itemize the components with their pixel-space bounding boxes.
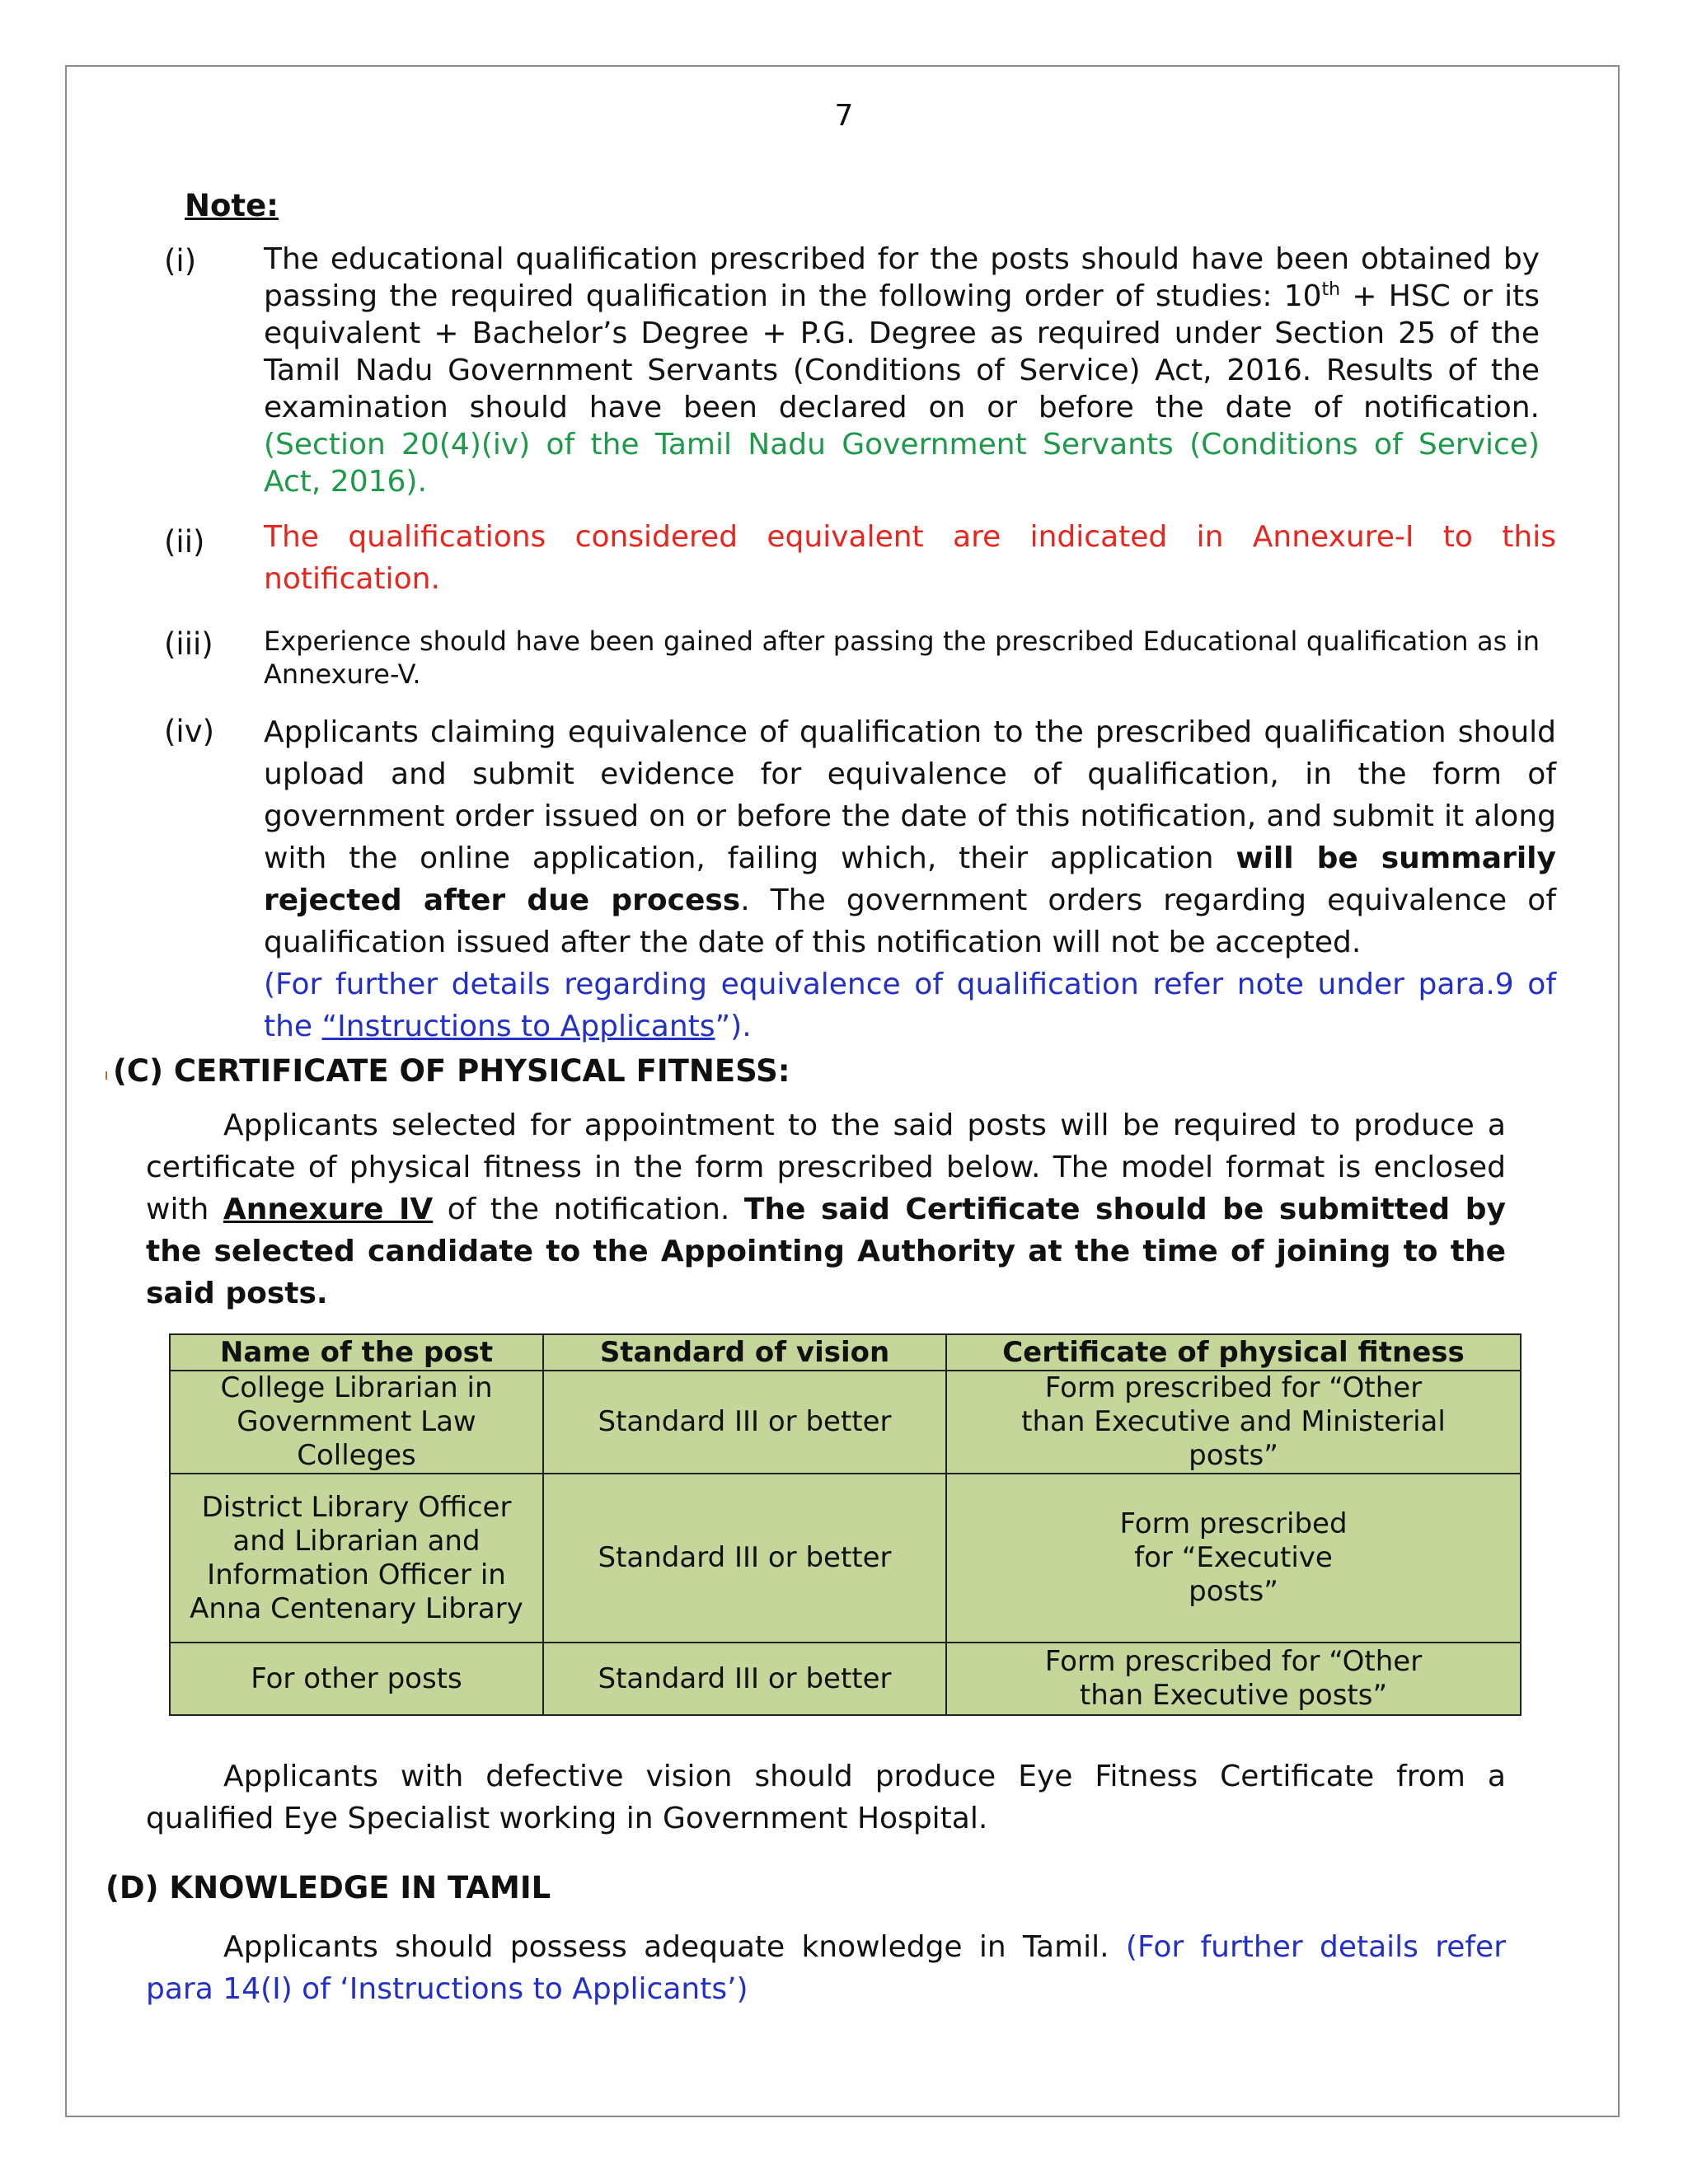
note-iii-marker: (iii) [164, 626, 213, 662]
table-cell: College Librarian in Government Law Colleges [170, 1371, 543, 1474]
table-row [170, 1371, 1521, 1474]
note-iv-marker: (iv) [164, 714, 215, 749]
header-certificate: Certificate of physical fitness [946, 1334, 1521, 1371]
note-i-text-part1: The educational qualification prescribed for the posts should have been obtained by passing the required qualification in the following order of studies: 10 [264, 242, 1540, 313]
table-cell: Standard III or better [543, 1371, 946, 1474]
section-d-para: Applicants should possess adequate knowledge in Tamil. [223, 1930, 1126, 1964]
section-d-blue-text: (For further details refer para 14(I) of ‘Instructions to Applicants’) [146, 1930, 1506, 2006]
section-d-heading: (D) KNOWLEDGE IN TAMIL [106, 1870, 551, 1905]
section-d-paragraph [146, 1926, 1506, 2010]
note-i-text-part2: + HSC or its equivalent + Bachelor’s Degree + P.G. Degree as required under Section 25 of the Tamil Nadu Government Servants (Conditions of Service) Act, 2016. Results of the examination should have been declared on or before the date of notification. [264, 279, 1540, 424]
table-row [170, 1643, 1521, 1715]
note-iv-blue-part1: (For further details regarding equivalence of qualification refer note under para.9 of the [264, 968, 1556, 1043]
section-c-paragraph [146, 1104, 1506, 1315]
header-name-of-post: Name of the post [170, 1334, 543, 1371]
note-i-marker: (i) [164, 243, 197, 279]
table-cell: Form prescribed for “Other than Executive and Ministerial posts” [946, 1371, 1521, 1474]
page-number: 7 [834, 99, 854, 133]
table-cell: Form prescribed for “Other than Executive posts” [946, 1643, 1521, 1715]
table-cell: For other posts [170, 1643, 543, 1715]
section-c-heading: (C) CERTIFICATE OF PHYSICAL FITNESS: [113, 1053, 790, 1089]
instructions-link[interactable]: “Instructions to Applicants [321, 1010, 715, 1043]
note-ii-marker: (ii) [164, 524, 205, 560]
note-iv-text-part1: Applicants claiming equivalence of qualification to the prescribed qualification should upload and submit evidence for equivalence of qualification, in the form of government order issued on or before the date of this notification, and submit it along with the online application, failing which, their application [264, 715, 1556, 875]
note-i-text [264, 241, 1540, 500]
note-i-sup: th [1321, 279, 1341, 300]
note-ii-text: The qualifications considered equivalent are indicated in Annexure-I to this notification. [264, 520, 1556, 596]
note-iv-text [264, 711, 1556, 1047]
section-c-para-part2: of the notification. [433, 1193, 744, 1226]
note-heading: Note: [185, 188, 279, 223]
section-c-para-bold: The said Certificate should be submitted by the selected candidate to the Appointing Authority at the time of joining to the said posts. [146, 1193, 1506, 1310]
table-header-row [170, 1334, 1521, 1371]
note-iv-bold-text: will be summarily rejected after due process [264, 841, 1556, 917]
physical-fitness-table [169, 1333, 1522, 1716]
note-i-green-text: (Section 20(4)(iv) of the Tamil Nadu Government Servants (Conditions of Service) Act, 2016). [264, 428, 1540, 499]
note-iii-text: Experience should have been gained after passing the prescribed Educational qualification as in Annexure-V. [264, 626, 1540, 690]
margin-mark [106, 1071, 110, 1080]
note-iv-blue-part2: ”). [715, 1010, 752, 1043]
note-iv-blue-text [264, 968, 1556, 1043]
section-c-para-part1: Applicants selected for appointment to the said posts will be required to produce a certificate of physical fitness in the form prescribed below. The model format is enclosed with [146, 1108, 1506, 1226]
annexure-iv-link[interactable]: Annexure IV [223, 1193, 434, 1226]
table-row [170, 1474, 1521, 1643]
note-iv-text-part2: . The government orders regarding equivalence of qualification issued after the date of this notification will not be accepted. [264, 883, 1556, 959]
table-cell: District Library Officer and Librarian and Information Officer in Anna Centenary Library [170, 1474, 543, 1643]
table-cell: Form prescribed for “Executive posts” [946, 1474, 1521, 1643]
table-cell: Standard III or better [543, 1474, 946, 1643]
table-cell: Standard III or better [543, 1643, 946, 1715]
header-standard-of-vision: Standard of vision [543, 1334, 946, 1371]
vision-paragraph: Applicants with defective vision should produce Eye Fitness Certificate from a qualified Eye Specialist working in Government Hospital. [146, 1760, 1506, 1835]
